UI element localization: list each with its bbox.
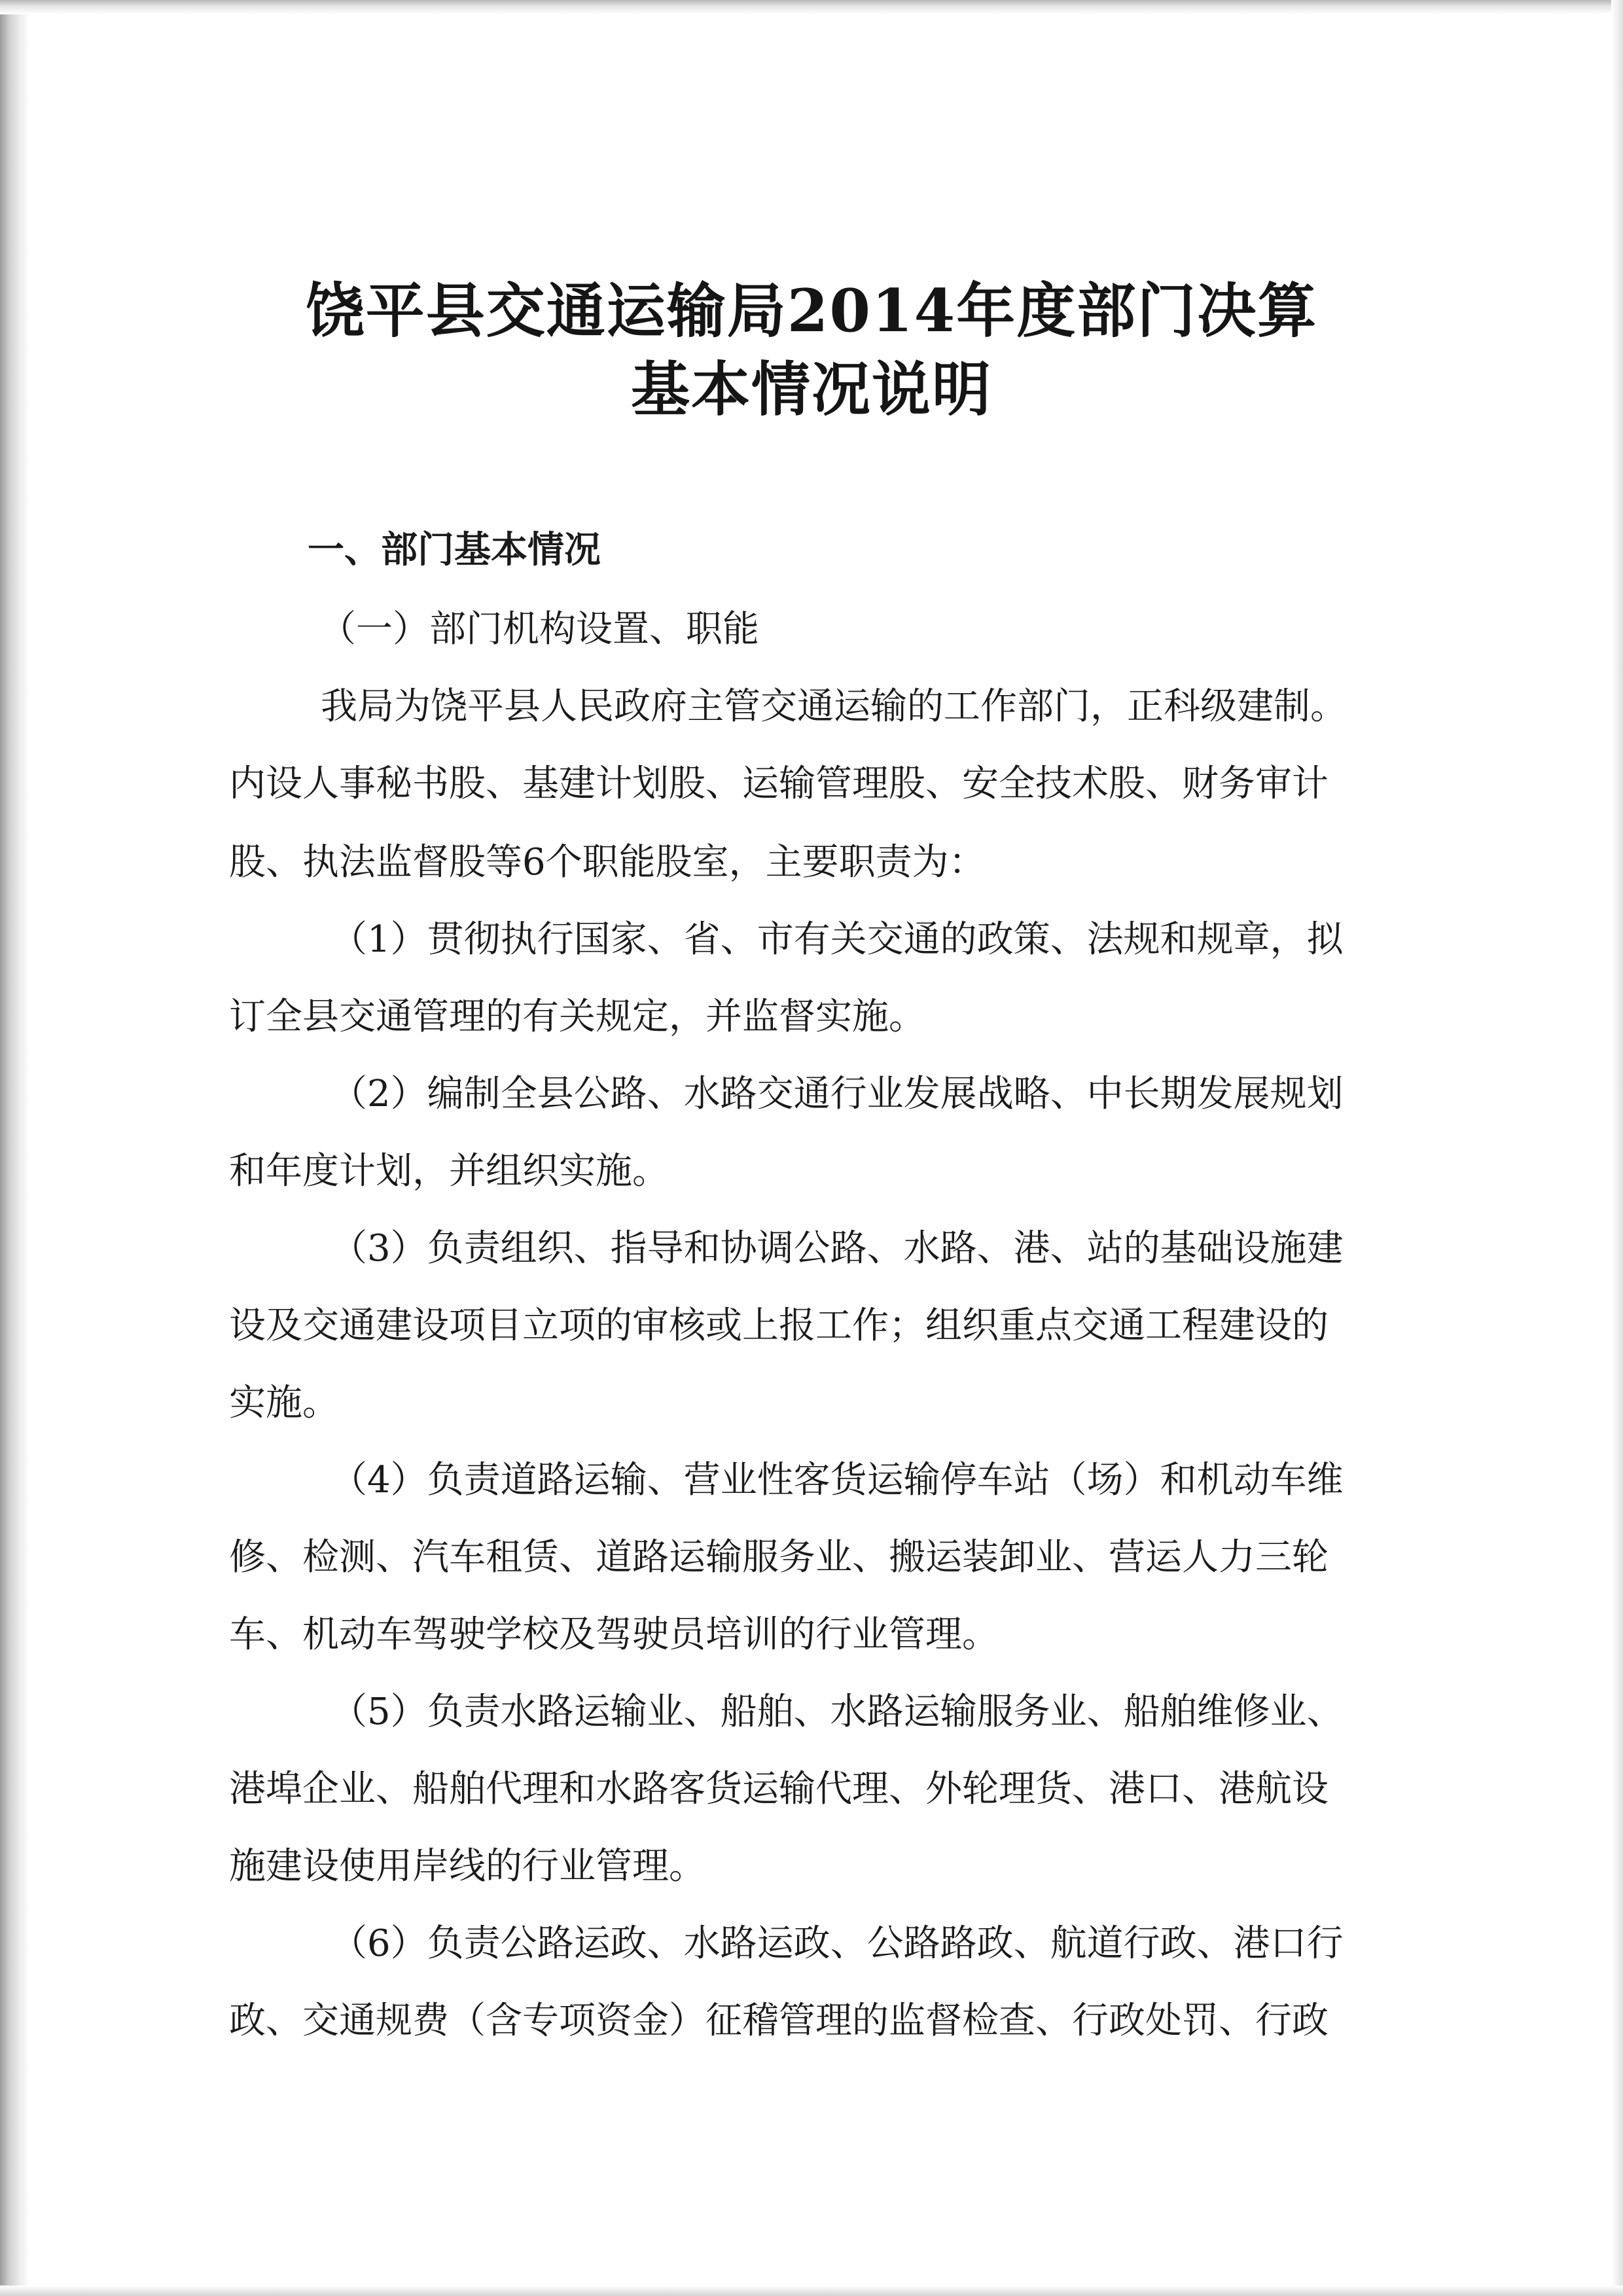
- paragraph-line: （4）负责道路运输、营业性客货运输停车站（场）和机动车维: [330, 1459, 1344, 1501]
- document-title-line-2: 基本情况说明: [631, 355, 992, 424]
- paragraph-line: 港埠企业、船舶代理和水路客货运输代理、外轮理货、港口、港航设: [229, 1768, 1329, 1810]
- document-title-line-1: 饶平县交通运输局2014年度部门决算: [305, 276, 1318, 346]
- scan-edge-bottom: [0, 2286, 1623, 2296]
- paragraph-line: 和年度计划，并组织实施。: [229, 1150, 669, 1193]
- section-heading: 一、部门基本情况: [308, 528, 601, 571]
- paragraph-line: 车、机动车驾驶学校及驾驶员培训的行业管理。: [229, 1613, 999, 1656]
- paragraph-line: （6）负责公路运政、水路运政、公路路政、航道行政、港口行: [330, 1922, 1344, 1965]
- paragraph-line: 施建设使用岸线的行业管理。: [229, 1845, 705, 1888]
- paragraph-line: 内设人事秘书股、基建计划股、运输管理股、安全技术股、财务审计: [229, 762, 1329, 805]
- scan-edge-right: [1611, 0, 1623, 2296]
- paragraph-line: 我局为饶平县人民政府主管交通运输的工作部门，正科级建制。: [321, 685, 1347, 728]
- paragraph-line: （2）编制全县公路、水路交通行业发展战略、中长期发展规划: [330, 1073, 1344, 1115]
- paragraph-line: （5）负责水路运输业、船舶、水路运输服务业、船舶维修业、: [330, 1691, 1344, 1733]
- paragraph-line: 修、检测、汽车租赁、道路运输服务业、搬运装卸业、营运人力三轮: [229, 1536, 1329, 1579]
- paragraph-line: 订全县交通管理的有关规定，并监督实施。: [229, 996, 925, 1038]
- scan-edge-left: [0, 0, 30, 2296]
- paragraph-line: 实施。: [229, 1382, 339, 1424]
- paragraph-line: （1）贯彻执行国家、省、市有关交通的政策、法规和规章，拟: [330, 918, 1344, 961]
- paragraph-line: 设及交通建设项目立项的审核或上报工作；组织重点交通工程建设的: [229, 1304, 1329, 1347]
- sub-heading: （一）部门机构设置、职能: [319, 608, 759, 651]
- paragraph-line: 政、交通规费（含专项资金）征稽管理的监督检查、行政处罚、行政: [229, 2000, 1329, 2042]
- scan-edge-top: [0, 0, 1623, 14]
- paragraph-line: （3）负责组织、指导和协调公路、水路、港、站的基础设施建: [330, 1227, 1344, 1270]
- paragraph-line: 股、执法监督股等6个职能股室，主要职责为：: [229, 841, 986, 884]
